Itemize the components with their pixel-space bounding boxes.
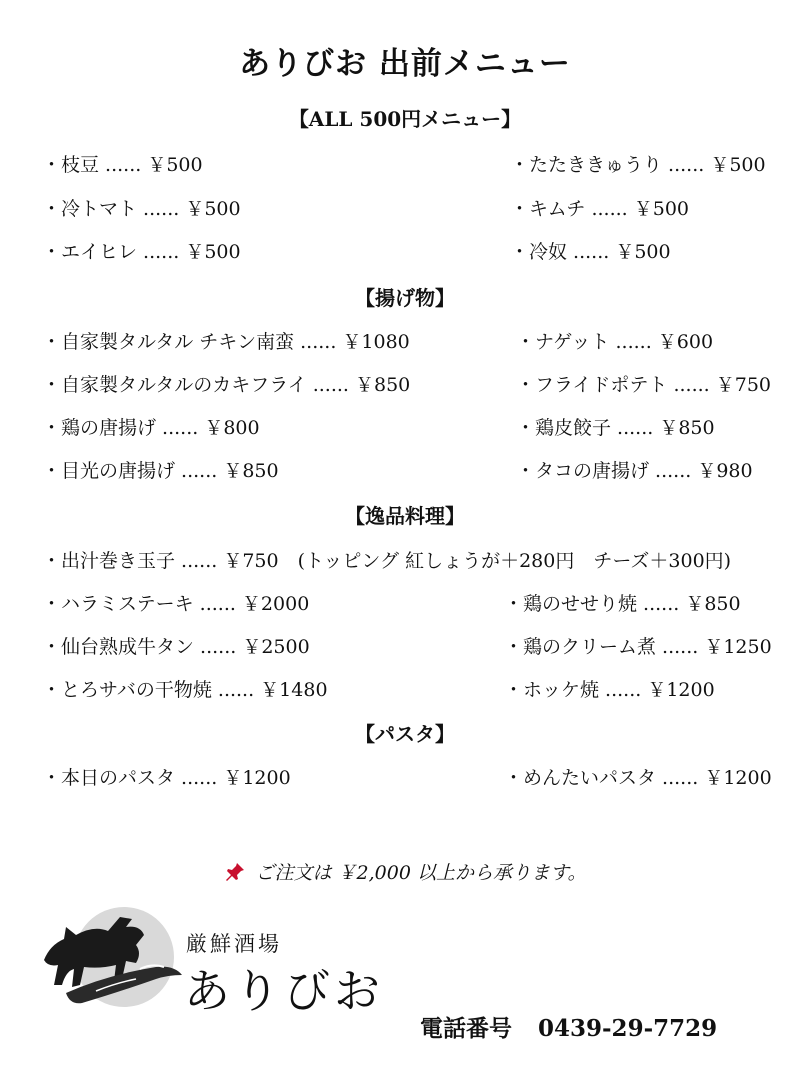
section-heading-fried: 【揚げ物】: [355, 286, 455, 310]
menu-item: ・鶏の唐揚げ ...... ￥800: [42, 417, 260, 439]
section-heading-specials: 【逸品料理】: [345, 504, 465, 528]
menu-item: ・枝豆 ...... ￥500: [42, 154, 203, 176]
logo-name: ありびお: [184, 964, 384, 1018]
order-minimum-notice: [0, 858, 810, 885]
notice-text: ご注文は ￥2,000 以上から承ります。: [255, 862, 587, 884]
menu-item: ・鶏のせせり焼 ...... ￥850: [504, 593, 741, 615]
logo-subtitle: 厳鮮酒場: [186, 932, 282, 956]
menu-item: ・鶏のクリーム煮 ...... ￥1250: [504, 636, 772, 658]
section-heading-all500: 【ALL 500円メニュー】: [288, 107, 522, 131]
menu-item: ・自家製タルタル チキン南蛮 ...... ￥1080: [42, 331, 410, 353]
pushpin-icon: [224, 861, 246, 884]
phone-label: 電話番号: [420, 1015, 512, 1042]
menu-title: ありびお 出前メニュー: [239, 46, 571, 82]
bull-and-fish-emblem: [36, 905, 186, 1010]
menu-item: ・ホッケ焼 ...... ￥1200: [504, 679, 715, 701]
menu-item: ・自家製タルタルのカキフライ ...... ￥850: [42, 374, 411, 396]
menu-item: ・目光の唐揚げ ...... ￥850: [42, 460, 279, 482]
menu-item: ・出汁巻き玉子 ...... ￥750 (トッピング 紅しょうが＋280円 チーズ＋300円): [42, 550, 732, 572]
menu-item: ・鶏皮餃子 ...... ￥850: [516, 417, 715, 439]
phone-number-value: 0439-29-7729: [538, 1015, 718, 1042]
menu-item: ・エイヒレ ...... ￥500: [42, 241, 241, 263]
section-heading-pasta: 【パスタ】: [355, 722, 455, 746]
menu-item: ・本日のパスタ ...... ￥1200: [42, 767, 291, 789]
phone-number: [420, 1010, 717, 1043]
menu-item: ・冷トマト ...... ￥500: [42, 198, 241, 220]
menu-item: ・めんたいパスタ ...... ￥1200: [504, 767, 772, 789]
menu-item: ・ハラミステーキ ...... ￥2000: [42, 593, 310, 615]
menu-item: ・タコの唐揚げ ...... ￥980: [516, 460, 753, 482]
menu-item: ・キムチ ...... ￥500: [510, 198, 690, 220]
menu-item: ・たたききゅうり ...... ￥500: [510, 154, 766, 176]
menu-item: ・フライドポテト ...... ￥750: [516, 374, 772, 396]
menu-item: ・仙台熟成牛タン ...... ￥2500: [42, 636, 310, 658]
menu-item: ・冷奴 ...... ￥500: [510, 241, 671, 263]
menu-item: ・とろサバの干物焼 ...... ￥1480: [42, 679, 328, 701]
menu-item: ・ナゲット ...... ￥600: [516, 331, 714, 353]
